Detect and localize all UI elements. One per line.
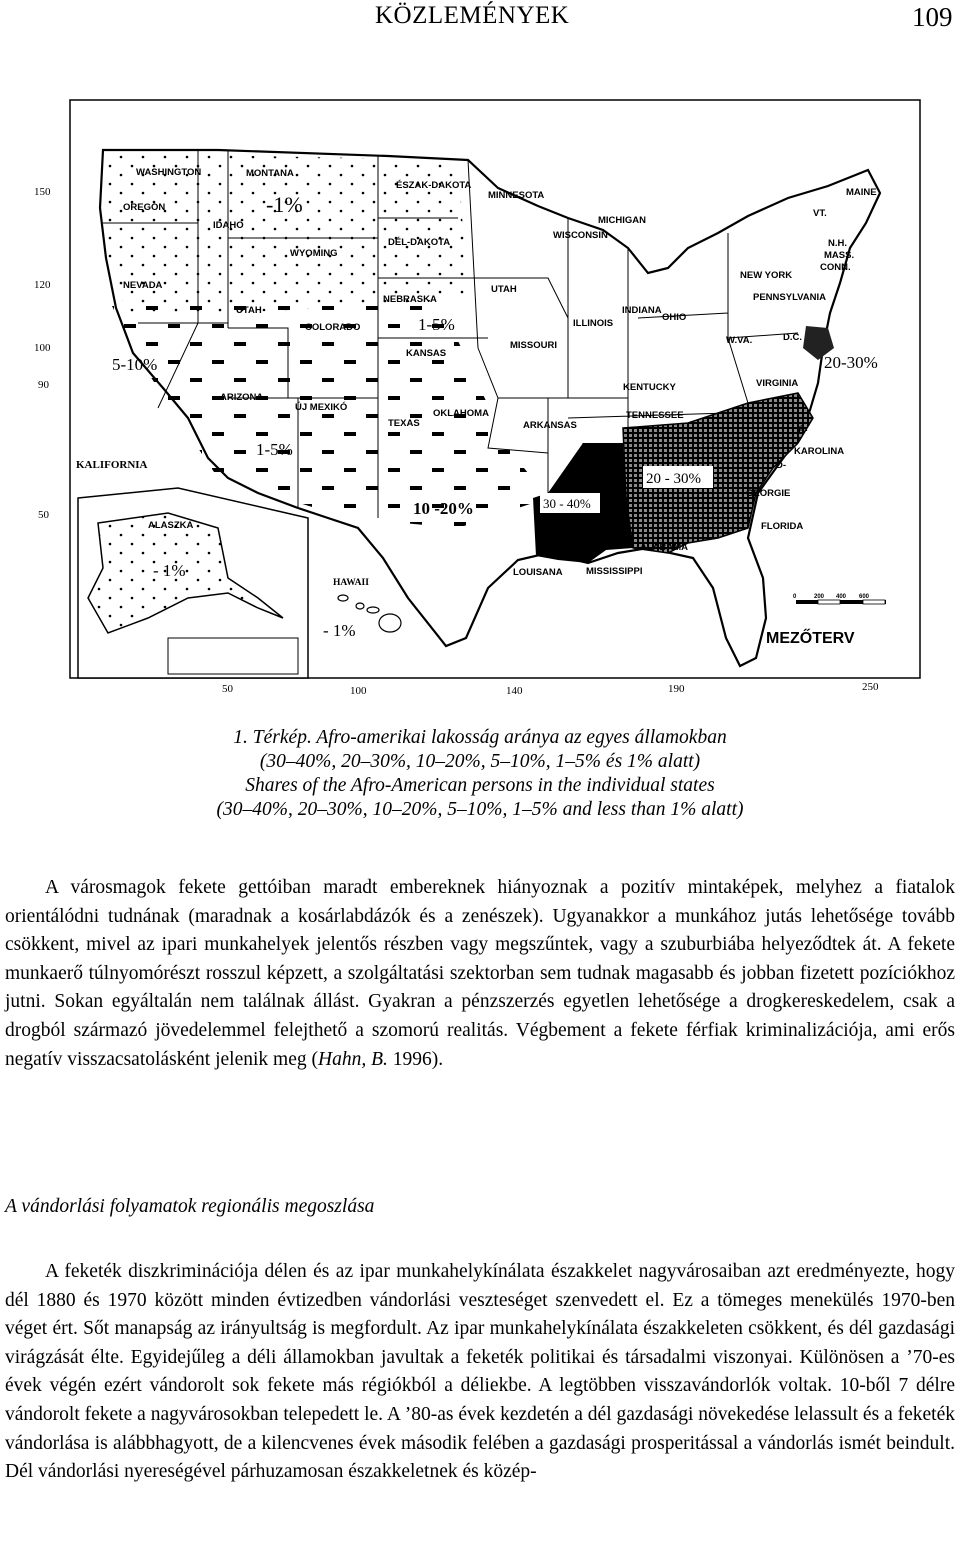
scale-tick-200: 200 — [814, 594, 825, 600]
bottom-axis-250: 250 — [862, 681, 879, 693]
pct-hawaii: - 1% — [323, 621, 356, 640]
left-axis-100: 100 — [34, 342, 51, 354]
label-virginia: VIRGINIA — [756, 378, 799, 389]
label-nebraska: NEBRASKA — [383, 294, 437, 305]
left-axis-90: 90 — [38, 379, 49, 391]
label-oklahoma: OKLAHOMA — [433, 408, 489, 419]
left-axis-50: 50 — [38, 509, 49, 521]
running-head — [0, 0, 960, 40]
pct-northwest: -1% — [266, 192, 303, 217]
pct-southwest: 1-5% — [256, 440, 293, 459]
pct-west: 5-10% — [112, 355, 158, 374]
map-credit: MEZŐTERV — [766, 630, 855, 647]
label-new-york: NEW YORK — [740, 270, 793, 281]
label-missouri: MISSOURI — [510, 340, 557, 351]
label-south-carolina-prefix: D- — [776, 460, 787, 471]
label-south-dakota: DÉL-DAKOTA — [388, 237, 451, 248]
left-axis-150: 150 — [34, 186, 51, 198]
label-north-carolina-prefix: É- — [798, 425, 808, 436]
label-ohio: OHIO — [662, 312, 687, 323]
bottom-axis-50: 50 — [222, 683, 233, 695]
label-alaska: ALASZKA — [148, 520, 194, 531]
label-utah-east: UTAH — [491, 284, 517, 295]
section-heading: A vándorlási folyamatok regionális megoszlása — [5, 1196, 375, 1217]
scale-tick-600: 600 — [859, 594, 870, 600]
label-hawaii: HAWAII — [333, 578, 369, 588]
left-axis-120: 120 — [34, 279, 51, 291]
caption-line-2: (30–40%, 20–30%, 10–20%, 5–10%, 1–5% és 1% alatt) — [259, 751, 701, 772]
bottom-axis-140: 140 — [506, 685, 523, 697]
scale-bar — [793, 594, 886, 604]
pct-plains: 1-5% — [418, 315, 455, 334]
paragraph-1-tail: 1996). — [387, 1048, 444, 1070]
bottom-axis-100: 100 — [350, 685, 367, 697]
pct-alaska: - 1% — [153, 561, 186, 580]
label-washington: WASHINGTON — [136, 167, 202, 178]
caption-line-4: (30–40%, 20–30%, 10–20%, 5–10%, 1–5% and less than 1% alatt) — [216, 799, 744, 820]
usa-map — [28, 98, 928, 708]
caption-title: Afro-amerikai lakosság aránya az egyes államokban — [311, 727, 727, 748]
label-indiana: INDIANA — [622, 305, 662, 316]
pct-east-coast: 20-30% — [824, 353, 878, 372]
label-wisconsin: WISCONSIN — [553, 230, 608, 241]
label-louisiana: LOUISANA — [513, 567, 563, 578]
label-kansas: KANSAS — [406, 348, 447, 359]
label-texas: TEXAS — [388, 418, 420, 429]
label-wyoming: WYOMING — [290, 248, 338, 259]
body-paragraph-2 — [5, 1258, 955, 1487]
label-utah-west: UTAH — [236, 305, 262, 316]
label-florida: FLORIDA — [761, 521, 804, 532]
pct-southeast: 20 - 30% — [646, 471, 701, 487]
label-dc: D.C. — [783, 332, 802, 343]
pct-deep-south: 30 - 40% — [543, 496, 591, 511]
label-north-carolina: KAROLINA — [794, 446, 845, 457]
caption-line-3: Shares of the Afro-American persons in the individual states — [245, 775, 715, 796]
label-new-hampshire: N.H. — [828, 238, 847, 249]
label-north-dakota: ÉSZAK-DAKOTA — [396, 180, 472, 191]
label-west-virginia: W.VA. — [726, 335, 753, 346]
label-oregon: OREGON — [123, 202, 166, 213]
figure-caption — [0, 726, 960, 822]
label-pennsylvania: PENNSYLVANIA — [753, 292, 827, 303]
label-arizona: ARIZONA — [220, 392, 264, 403]
label-arkansas: ARKANSAS — [523, 420, 577, 431]
label-california: KALIFORNIA — [76, 459, 148, 471]
body-paragraph-1 — [5, 874, 955, 1074]
page-number: 109 — [912, 2, 953, 32]
caption-label: 1. Térkép. — [233, 727, 312, 748]
label-idaho: IDAHO — [213, 220, 244, 231]
label-minnesota: MINNESOTA — [488, 190, 545, 201]
label-maine: MAINE — [846, 187, 877, 198]
label-alabama: ALABAMA — [640, 542, 689, 553]
label-mississippi: MISSISSIPPI — [586, 566, 643, 577]
citation-author: Hahn, B. — [317, 1048, 388, 1070]
label-montana: MONTANA — [246, 168, 294, 179]
label-massachusetts: MASS. — [824, 250, 855, 261]
label-nevada: NEVADA — [123, 280, 163, 291]
caption-line-1 — [0, 726, 960, 750]
scale-tick-400: 400 — [836, 594, 847, 600]
label-new-mexico: ÚJ MEXIKÓ — [295, 402, 348, 413]
scale-tick-0: 0 — [793, 594, 797, 600]
paragraph-2-text: A feketék diszkriminációja délen és az ipar munkahelykínálata északkelet nagyvárosaiban azt eredményezte, hogy dél 1880 és 1970 között minden évtizedben vándorlási veszteséget szenvedett el. Ez a tömeges menekülés 1970-ben véget ért. Sőt manapság az irányultság is megfordult. Az ipar munkahelykínálata északkeleten csökkent, és dél gazdasági virágzását élte. Egyidejűleg a déli államokban javultak a feketék politikai és társadalmi viszonyai. Különösen a ’70-es évek végén ezért vándorolt sok fekete más régiókból a déliekbe. A legtöbben visszavándorlók voltak. 10-ből 7 délre vándorolt fekete a nagyvárosokban telepedett le. A ’80-as évek kezdetén a dél gazdasági növekedése lelassult és a feketék vándorlása is alábbhagyott, de a kilencvenes évek második felében a gazdasági prosperitással a vándorlás ismét beindult. Dél vándorlási nyereségével párhuzamosan északkeletnek és közép- — [5, 1261, 955, 1483]
label-tennessee: TENNESSEE — [626, 410, 684, 421]
label-illinois: ILLINOIS — [573, 318, 614, 329]
label-colorado: COLORADO — [305, 322, 361, 333]
label-georgia: GEORGIE — [746, 488, 791, 499]
journal-section-title: KÖZLEMÉNYEK — [375, 2, 570, 29]
label-connecticut: CONN. — [820, 262, 851, 273]
label-vermont: VT. — [813, 208, 827, 219]
label-kentucky: KENTUCKY — [623, 382, 676, 393]
pct-texas: 10 -20% — [413, 499, 474, 518]
paragraph-1-text: A városmagok fekete gettóiban maradt embereknek hiányoznak a pozitív mintaképek, melyhez a fiatalok orientálódni tudnának (maradnak a kosárlabdázók és a zenészek). Ugyanakkor a munkához jutás lehetősége tovább csökkent, mivel az ipari munkahelyek jelentős részben vagy megszűntek, vagy a szuburbiába helyeződtek át. A fekete munkaerő túlnyomórészt rosszul képzett, a szolgáltatási szektorban sem tudnak magasabb és jobban fizetett pozíciókhoz jutni. Sokan egyáltalán nem találnak állást. Gyakran a pénzszerzés egyetlen lehetősége a drogkereskedelem, csak a drogból származó jövedelemmel felejthető a szomorú realitás. Végbement a fekete férfiak kriminalizációja, ami erős negatív visszacsatolásként jelenik meg ( — [5, 877, 955, 1070]
bottom-axis-190: 190 — [668, 683, 685, 695]
label-michigan: MICHIGAN — [598, 215, 647, 226]
usa-map-figure — [28, 98, 928, 708]
